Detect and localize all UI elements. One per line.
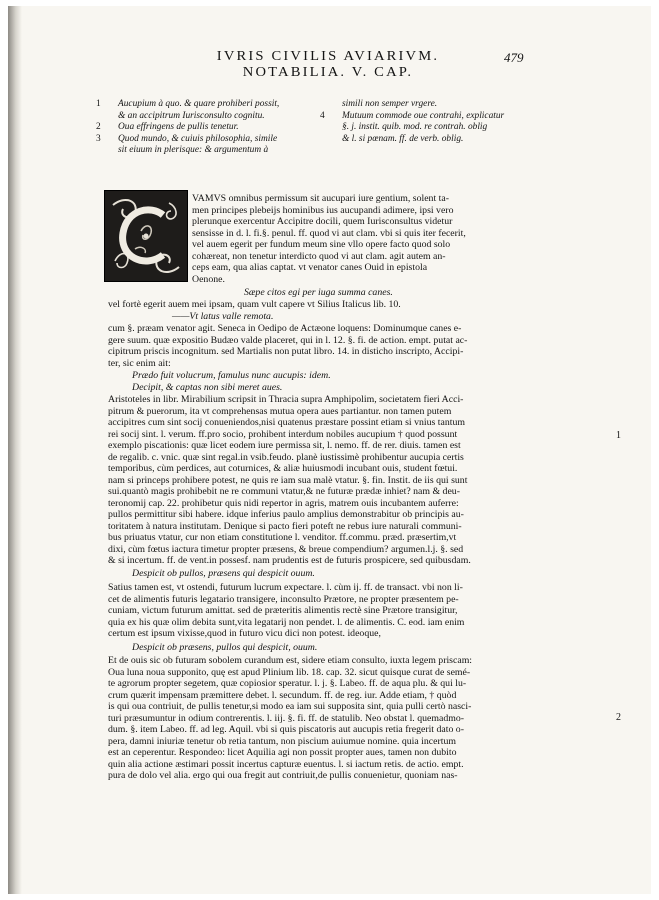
text-line: pullos permittitur sibi habere. idque inferius paulo amplius demonstrabitur ob principis au- — [108, 509, 464, 520]
text-line: cet de alimentis futuris legatario transigere, inconsulto Prætore, ne propter præsentem pe- — [108, 593, 459, 605]
text-line: pitrum & puerorum, ita vt comprehensas mutua opera aues partiantur. non tamen putem — [108, 405, 452, 417]
text-line: quia ex his quæ olim debita sunt,vita legatarij non pendet. l. de alimentis. C. eod. iam enim — [108, 616, 465, 628]
notabilia-text: Mutuum commode oue contrahi, explicatur §. j. instit. quib. mod. re contrah. oblig & l. si pœnam. ff. de verb. oblig. — [342, 110, 505, 144]
text-line: accipitres cum sint socij conueniendos,nisi quatenus præstare possint etiam si vnius tantum — [108, 417, 465, 428]
notabilia-text: Aucupium à quo. & quare prohiberi possit, & an accipitrum Iurisconsulto cognitu. — [118, 99, 280, 121]
notabilia-text: Oua effringens de pullis tenetur. — [118, 122, 239, 132]
text-line: vel auem egerit per fundum meum sine vllo opere facto quod solo — [192, 239, 451, 250]
notabilia-number: 2 — [96, 122, 101, 132]
text-line: bus priuatus vtatur, cur non etiam constitutione l. venditor. ff.commu. præd. præsertim,vt — [108, 532, 457, 543]
text-line: plerunque exercentur Accipitre docili, quem Iurisconsultus videtur — [192, 216, 453, 227]
text-line: cum §. præam venator agit. Seneca in Oedipo de Actæone loquens: Dominumque canes e- — [108, 323, 462, 334]
text-line: turi præsumuntur in odium contrerentis. l. iij. §. fi. ff. de statulib. Neo obstat l. quemadmo- — [108, 712, 464, 724]
text-line: Satius tamen est, vt ostendi, futurum lucrum expectare. l. cùm ij. ff. de transact. vbi non li- — [108, 582, 463, 593]
verse-quote: Prædo fuit volucrum, famulus nunc aucupis: idem. — [132, 370, 331, 381]
paragraph — [108, 323, 467, 369]
text-line: gere suum. quæ expositio Budæo valde placeret, qui in l. 12. §. fi. de action. empt. putat ac- — [108, 334, 468, 346]
text-line: dixi, cùm fœtus iactura timetur propter præsens, & breue compendium? argumen.l.j. §. sed — [108, 543, 464, 555]
text-line: sui.quantò magis prohibebit ne re communi vtatur,& ne futuræ prædæ inhiet? nam & deu- — [108, 486, 460, 497]
text-line: Oua luna noua supponito, quę est apud Plinium lib. 18. cap. 32. sicut quisque curat de semé- — [108, 666, 471, 678]
text-line: temporibus, cùm perdices, aut coturnices, & aliæ huiusmodi incubant ouis, student fœtui. — [108, 463, 458, 474]
text-line: Aristoteles in libr. Mirabilium scripsit in Thracia supra Amphipolim, societatem fieri Acci- — [108, 394, 464, 405]
book-page — [8, 6, 651, 894]
text-line: ter, sic enim ait: — [108, 357, 171, 369]
notabilia-item — [320, 99, 580, 111]
margin-number: 2 — [616, 712, 621, 723]
text-line: pera, damni iniuriæ tenetur ob retia tantum, non piscium auiumue nomine. quia incertum — [108, 735, 456, 747]
text-line: VAMVS omnibus permissum sit aucupari iure gentium, solent ta- — [192, 193, 449, 204]
verse-quote: Decipit, & captas non sibi meret aues. — [132, 382, 283, 393]
text-line: & si incertum. ff. de vent.in possesf. nam prudentis est de futuris prospicere, sed quibusdam. — [108, 555, 471, 566]
verse-quote: Sæpe citos egi per iuga summa canes. — [244, 287, 393, 298]
verse-quote: ——Vt latus valle remota. — [172, 311, 274, 322]
intro-paragraph — [192, 193, 466, 285]
header-subtitle: NOTABILIA. V. CAP. — [242, 64, 414, 79]
text-line: ceps eam, qua alias captat. vt venator canes Ouid in epistola — [192, 262, 428, 273]
notabilia-item — [96, 134, 336, 157]
notabilia-list-right — [320, 99, 580, 145]
text-line: crum quærit impensam præmittere debet. l. secundum. ff. de reg. iur. Adde etiam, † quòd — [108, 689, 457, 701]
text-line: sensisse in d. l. fi.§. penul. ff. quod vi aut clam. vbi si quis iter fecerit, — [192, 227, 466, 239]
text-line: de regalib. c. vnic. quæ sint regal.in vsib.feudo. planè iustissimè prohibentur aucupia certis — [108, 451, 464, 463]
text-line: toritatem à natura institutam. Denique si pacto fieri poteft ne rebus iure naturali communi- — [108, 520, 462, 532]
text-line: cohæreat, non tenetur interdicto quod vi aut clam. agit autem an- — [192, 250, 446, 262]
text-line: teronomij cap. 22. prohibetur quis nidi repertor in agris, matrem ouis incubantem auferre: — [108, 497, 459, 509]
paragraph — [108, 655, 472, 782]
notabilia-list-left — [96, 99, 336, 157]
text-line: cuniam, victum futurum amittat. sed de præteritis alimentis rectè sine Prætore transigitur, — [108, 605, 458, 616]
binding-gutter — [8, 6, 22, 894]
text-line: quin alia actione æstimari possit incertus capturæ euentus. l. si iactum retis. de actio. empt. — [108, 758, 464, 770]
notabilia-number: 1 — [96, 99, 101, 109]
text-line: rei socij sint. l. verum. ff.pro socio, prohibent interdum nobiles aucupium † quod possunt — [108, 428, 458, 440]
text-line: est an ceperentur. Respondeo: licet Aquilia agi non possit propter aues, tamen non dubito — [108, 747, 457, 758]
text-line: dum. §. item Labeo. ff. ad leg. Aquil. vbi si quis piscatoris aut aucupis retia fregerit dato o- — [108, 724, 464, 735]
margin-number: 1 — [616, 430, 621, 441]
header-title: IVRIS CIVILIS AVIARIVM. — [216, 48, 440, 63]
text-line: Et de ouis sic ob futuram sobolem curandum est, sidere etiam consulto, iuxta legem priscam: — [108, 655, 473, 666]
notabilia-number: 3 — [96, 133, 101, 144]
page-number: 479 — [504, 50, 524, 65]
notabilia-number: 4 — [320, 110, 325, 121]
text-line: certum est ipsum vixisse,quod in futuro vicu dici non potest. ideoque, — [108, 628, 381, 639]
text-line: nam si princeps prohibere potest, ne quis re iam sua malè vtatur. §. fin. Instit. de iis qui sunt — [108, 474, 468, 486]
notabilia-item — [96, 122, 336, 134]
decorated-initial-c — [104, 190, 188, 282]
running-header — [178, 48, 478, 80]
text-line: te agrorum propter segetem, quæ copiosior speratur. l. j. §. Labeo. ff. de aqua plu. & qui lu- — [108, 678, 467, 689]
notabilia-item — [320, 111, 580, 146]
notabilia-text: Quod mundo, & cuiuis philosophia, simile sit eiuum in plerisque: & argumentum à — [118, 133, 278, 155]
verse-quote: Despicit ob pullos, præsens qui despicit ouum. — [132, 568, 315, 579]
text-line: men principes plebeijs hominibus ius aucupandi adimere, ipsi vero — [192, 204, 454, 216]
ornament-icon — [105, 191, 187, 281]
notabilia-text: simili non semper vrgere. — [342, 99, 438, 109]
verse-quote: Despicit ob præsens, pullos qui despicit, ouum. — [132, 642, 318, 653]
text-line: vel fortè egerit auem mei ipsam, quam vult capere vt Silius Italicus lib. 10. — [108, 299, 401, 310]
text-line: pura de dolo vel alia. ergo qui oua fregit aut contriuit,de pullis conuenietur, quoniam nas- — [108, 770, 458, 781]
paragraph — [108, 582, 464, 640]
text-line: cipitrum priscis incognitum. sed Martialis non putat libro. 14. in disticho inscripto, Accipi- — [108, 346, 464, 357]
text-line: exemplo piscationis: quæ licet eodem iure permissa sit, l. nemo. ff. de rer. diuis. tamen est — [108, 440, 461, 451]
notabilia-item — [96, 99, 336, 122]
text-line: is qui oua contriuit, de pullis tenetur,si modo ea iam sui supposita sint, quia pulli certò nasci- — [108, 701, 472, 712]
paragraph — [108, 394, 471, 567]
text-line: Oenone. — [192, 273, 225, 285]
